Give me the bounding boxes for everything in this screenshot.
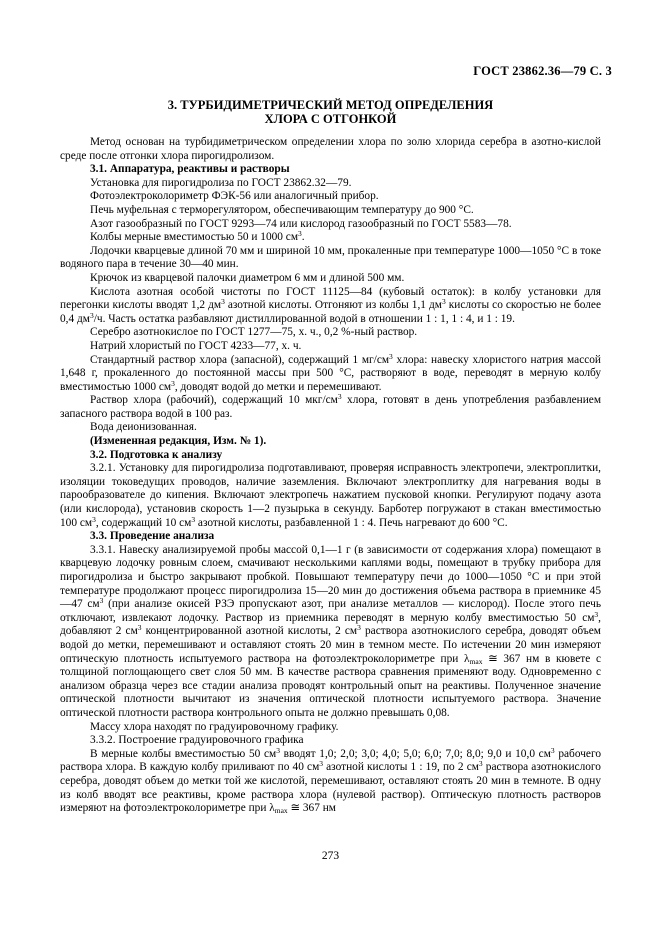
paragraph: Стандартный раствор хлора (запасной), содержащий 1 $мг/см^3$ хлора: навеску хлористого натрия массой 1,648 г, прокаленного до постоянной массы при 500 °С, растворяют в воде, переводят в мерную колбу вместимостью 1000 $см^3$, доводят водой до метки и перемешивают.	[60, 351, 602, 393]
paragraph: Печь муфельная с терморегулятором, обеспечивающим температуру до 900 °С.	[90, 203, 474, 216]
paragraph: Лодочки кварцевые длиной 70 мм и шириной 10 мм, прокаленные при температуре 1000—1050 °С в токе водяного пара в течение 30—40 мин.	[60, 244, 601, 271]
document-body	[60, 136, 601, 816]
section-title	[60, 98, 601, 126]
section-heading: 3.1. Аппаратура, реактивы и растворы	[90, 163, 290, 176]
section-title-line-1: 3. ТУРБИДИМЕТРИЧЕСКИЙ МЕТОД ОПРЕДЕЛЕНИЯ	[167, 98, 494, 112]
paragraph: 3.3.2. Построение градуировочного графика	[90, 734, 304, 747]
paragraph: Раствор хлора (рабочий), содержащий 10 мкг/$см^3$ хлора, готовят в день употребления разбавлением запасного раствора водой в 100 раз.	[60, 392, 601, 420]
running-header: ГОСТ 23862.36—79 С. 3	[473, 64, 612, 78]
paragraph: 3.3.1. Навеску анализируемой пробы массой 0,1—1 г (в зависимости от содержания хлора) помещают в кварцевую лодочку ровным слоем, смачивают несколькими каплями воды, помещают в трубку прибора для пирогидролиза и быстро закрывают пробкой. Повышают температуру печи до 1000—1050 °С и при этой температуре продолжают процесс пирогидролиза 15—20 мин до достижения объема раствора в приемнике 45—47 $см^3$ (при анализе окисей РЗЭ пропускают азот, при анализе металлов — кислород). После этого печь отключают, извлекают лодочку. Раствор из приемника переводят в мерную колбу вместимостью 50 $см^3$, добавляют 2 $см^3$ концентрированной азотной кислоты, 2 $см^3$ раствора азотнокислого серебра, доводят объем водой до метки, перемешивают и оставляют стоять 20 мин в темном месте. По истечении 20 мин измеряют оптическую плотность испытуемого раствора на фотоэлектроколориметре при $\lambda_{max}$ ≅ 367 нм в кювете с толщиной поглощающего свет слоя 50 мм. В качестве раствора сравнения применяют воду. Одновременно с анализом образца через все стадии анализа проводят контрольный опыт на реактивы. Полученное значение оптической плотности вычитают из значения оптической плотности испытуемого раствора. Значение оптической плотности раствора контрольного опыта не должно превышать 0,08.	[60, 543, 602, 719]
paragraph: Фотоэлектроколориметр ФЭК-56 или аналогичный прибор.	[90, 190, 379, 203]
paragraph: Натрий хлористый по ГОСТ 4233—77, х. ч.	[90, 339, 302, 352]
section-heading: (Измененная редакция, Изм. № 1).	[90, 435, 267, 448]
paragraph: Серебро азотнокислое по ГОСТ 1277—75, х. ч., 0,2 %-ный раствор.	[90, 326, 418, 339]
section-title-line-2: ХЛОРА С ОТГОНКОЙ	[264, 112, 397, 126]
section-heading: 3.3. Проведение анализа	[90, 530, 215, 543]
paragraph: Крючок из кварцевой палочки диаметром 6 мм и длиной 500 мм.	[90, 271, 405, 284]
page-number: 273	[321, 850, 340, 862]
paragraph: 3.2.1. Установку для пирогидролиза подготавливают, проверяя исправность электропечи, электроплитки, изоляции токоведущих проводов, наличие заземления. Включают электроплитку для нагревания воды в парообразователе до кипения. Включают электропечь нажатием пусковой кнопки. Регулируют подачу азота (или кислорода), установив скорость 1—2 пузырька в секунду. Барботер погружают в стакан вместимостью 100 $см^3$, содержащий 10 $см^3$ азотной кислоты, разбавленной 1 : 4. Печь нагревают до 600 °С.	[60, 462, 601, 529]
paragraph: Азот газообразный по ГОСТ 9293—74 или кислород газообразный по ГОСТ 5583—78.	[90, 217, 512, 230]
paragraph: Массу хлора находят по градуировочному графику.	[90, 720, 339, 733]
paragraph: Метод основан на турбидиметрическом определении хлора по золю хлорида серебра в азотно-кислой среде после отгонки хлора пирогидролизом.	[60, 136, 601, 162]
paragraph: В мерные колбы вместимостью 50 $см^3$ вводят 1,0; 2,0; 3,0; 4,0; 5,0; 6,0; 7,0; 8,0; 9,0 и 10,0 $см^3$ рабочего раствора хлора. В каждую колбу приливают по 40 $см^3$ азотной кислоты 1 : 19, по 2 $см^3$ раствора азотнокислого серебра, доводят объем до метки той же кислотой, перемешивают, оставляют стоять 20 мин в темноте. В одну из колб вводят все реактивы, кроме раствора хлора (нулевой раствор). Оптическую плотность растворов измеряют на фотоэлектроколориметре при $\lambda_{max}$ ≅ 367 нм	[60, 745, 601, 816]
paragraph: Установка для пирогидролиза по ГОСТ 23862.32—79.	[90, 176, 352, 189]
paragraph: Колбы мерные вместимостью 50 и 1000 $см^3$.	[90, 229, 305, 244]
section-heading: 3.2. Подготовка к анализу	[90, 448, 223, 461]
paragraph: Вода деионизованная.	[90, 421, 197, 434]
paragraph: Кислота азотная особой чистоты по ГОСТ 11125—84 (кубовый остаток): в колбу установки для перегонки кислоты вводят 1,2 $дм^3$ азотной кислоты. Отгоняют из колбы 1,1 $дм^3$ кислоты со скоростью не более 0,4 $дм^3/ч$. Часть остатка разбавляют дистиллированной водой в отношении 1 : 1, 1 : 4, и 1 : 19.	[60, 285, 601, 325]
